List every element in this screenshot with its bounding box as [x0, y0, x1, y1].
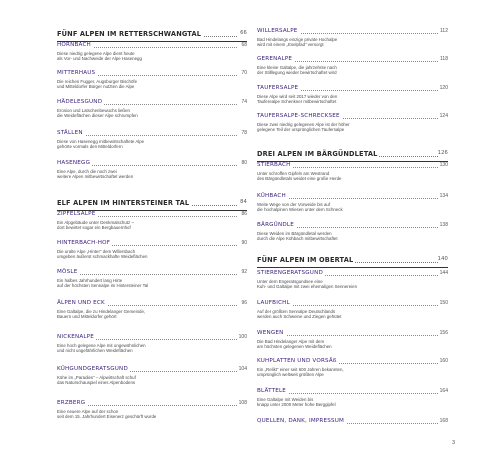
- toc-entry-description: Unter schroffen Gipfeln am Westrand: [257, 171, 330, 176]
- toc-entry-title: QUELLEN, DANK, IMPRESSUM: [257, 418, 345, 424]
- toc-entry-description: die hochalpinen Wiesen unter dem Schneck: [257, 207, 343, 213]
- toc-entry-description: weitere Alpen mitbewirtschaftet werden: [57, 174, 134, 180]
- toc-entry-header: [257, 270, 448, 279]
- toc-entry-header: [257, 358, 448, 367]
- toc-entry-page: 86: [241, 211, 247, 217]
- toc-entry-description: Eine Galtalpe mit Weiden bis: [257, 397, 314, 402]
- toc-entry-page: 144: [439, 270, 448, 276]
- toc-entry-header: [257, 222, 448, 231]
- section-heading: [257, 256, 448, 266]
- toc-entry-description: Diese Alpe wird seit 2017 wieder von den: [257, 94, 338, 99]
- toc-entry-header: [57, 42, 247, 51]
- toc-entry-title: TAUFERSALPE-SCHRECKSEE: [257, 113, 340, 119]
- toc-entry-description: gehörte vormals den Mitteldorfern: [57, 144, 123, 150]
- section-page-number: 140: [437, 256, 448, 262]
- toc-entry-title: WENGEN: [257, 330, 284, 336]
- toc-entry: [257, 56, 448, 76]
- toc-entry-description: Diese von Hasenegg mitbewirtschaftete Alpe: [57, 139, 145, 144]
- section-heading: [257, 150, 448, 160]
- toc-entry-description: Eine neuere Alpe auf der schon: [57, 409, 119, 414]
- toc-entry: [57, 269, 247, 289]
- toc-entry: [257, 270, 448, 290]
- toc-entry-description: dort bewirtet sogar ein Bergbauernhof: [57, 225, 131, 231]
- toc-entry-page: 70: [241, 70, 247, 76]
- toc-entry-page: 168: [439, 418, 448, 424]
- toc-entry-page: 118: [440, 56, 448, 62]
- toc-entry-header: [57, 99, 247, 108]
- toc-entry-title: STIERBACH: [257, 162, 291, 168]
- section-rule: [257, 267, 448, 268]
- toc-entry-title: GERENALPE: [257, 56, 293, 62]
- toc-entry: [257, 222, 448, 242]
- toc-entry: [57, 99, 247, 119]
- toc-entry-page: 108: [238, 400, 247, 406]
- section-page-number: 126: [437, 150, 448, 156]
- section-heading: [57, 199, 247, 209]
- toc-entry-header: [57, 240, 247, 249]
- toc-entry-page: 96: [241, 300, 247, 306]
- toc-entry: [57, 300, 247, 320]
- toc-entry-header: [257, 300, 448, 309]
- toc-entry-page: 90: [241, 240, 247, 246]
- toc-entry-page: 134: [439, 193, 448, 199]
- toc-entry: [57, 400, 247, 420]
- toc-entry-header: [257, 418, 448, 427]
- toc-entry-page: 100: [238, 334, 247, 340]
- toc-entry: [57, 160, 247, 180]
- toc-entry: [257, 113, 448, 133]
- toc-entry-page: 130: [439, 162, 448, 168]
- toc-entry: [257, 418, 448, 427]
- toc-entry-title: LAUFBICHL: [257, 300, 290, 306]
- toc-entry-page: 74: [241, 99, 247, 105]
- toc-entry-description: Eine Alpe, durch die noch zwei: [57, 169, 117, 174]
- section-title: ELF ALPEN IM HINTERSTEINER TAL: [57, 199, 190, 207]
- toc-entry-description: wird mit einem „Eselpfad“ versorgt: [257, 42, 324, 48]
- toc-entry-header: [257, 85, 448, 94]
- toc-entry-title: ERZBERG: [57, 400, 86, 406]
- section-page-number: 66: [240, 30, 247, 36]
- toc-entry-description: Die Bad Hindelanger Alpe mit dem: [257, 339, 325, 344]
- toc-entry-title: KÜHGUNDGERATSGUND: [57, 366, 128, 372]
- toc-entry: [257, 330, 448, 350]
- toc-entry-description: werden auch Schweine und Ziegen gehütet: [257, 314, 342, 320]
- toc-entry-title: KÜHBACH: [257, 193, 286, 199]
- toc-entry-description: Eine kleine Galtalpe, die jahrzehnte nach: [257, 65, 337, 70]
- toc-entry: [257, 85, 448, 105]
- toc-entry: [257, 388, 448, 408]
- toc-entry-header: [57, 400, 247, 409]
- toc-entry-description: Diese zwei niedrig gelegenen Alpe ist der höher: [257, 122, 350, 127]
- toc-entry: [257, 300, 448, 320]
- toc-entry-description: und Mitteldorfer Bürger nutzten die Alpe: [57, 84, 135, 90]
- toc-entry: [57, 366, 247, 386]
- toc-entry-description: umgeben äußerst schmackhafte Weideflächen: [57, 254, 148, 260]
- toc-entry: [57, 240, 247, 260]
- toc-entry-description: auf der höchsten Sennalpe im Hintersteiner Tal: [57, 283, 149, 289]
- toc-entry-title: NICKENALPE: [57, 334, 94, 340]
- toc-entry-description: Bauern und Mitteldorfer gehört: [57, 314, 117, 320]
- toc-entry-title: BLÄTTELE: [257, 388, 286, 394]
- toc-entry-description: das Naturschauspiel eines Alpenbodens: [57, 380, 136, 386]
- toc-entry-description: der Stilllegung wieder bewirtschaftet wird: [257, 70, 337, 76]
- toc-entry: [257, 193, 448, 213]
- toc-entry-page: 124: [439, 113, 448, 119]
- toc-entry-page: 78: [241, 130, 247, 136]
- toc-entry-header: [57, 366, 247, 375]
- toc-entry-header: [257, 162, 448, 171]
- section-title: FÜNF ALPEN IM RETTERSCHWANGTAL: [57, 30, 202, 38]
- toc-entry-description: Eine Galtalpe, die zu Hindelanger Gemeinde,: [57, 309, 146, 314]
- toc-entry-description: Erosion und Latschenbewuchs ließen: [57, 108, 130, 113]
- toc-entry-description: ursprünglich weltweit größten Alpe: [257, 372, 324, 378]
- toc-entry-header: [257, 330, 448, 339]
- toc-entry-description: knapp unter 2000 Meter hohe Berggipfel: [257, 402, 336, 408]
- toc-entry-header: [257, 388, 448, 397]
- toc-entry: [257, 358, 448, 378]
- toc-entry-header: [257, 28, 448, 37]
- toc-entry-description: Die reichen Fugger, Augsburger Bischöfe: [57, 79, 138, 84]
- toc-entry-description: durch die Alpe Kühbach mitbewirtschaftet: [257, 236, 338, 242]
- toc-entry-description: Kühe im „Paradies“ – Alpwirtschaft schuf: [57, 375, 136, 380]
- toc-entry-header: [257, 193, 448, 202]
- toc-entry: [257, 28, 448, 48]
- toc-entry-description: gelegene Teil der ursprünglichen Taufersalpe: [257, 127, 345, 133]
- toc-entry-title: HÄDELESGUND: [57, 99, 103, 105]
- toc-entry-title: STÄLLEN: [57, 130, 83, 136]
- toc-entry-title: MITTERHAUS: [57, 70, 96, 76]
- toc-entry-title: ÄLPEN UND ECK: [57, 300, 105, 306]
- toc-entry-title: HASENEGG: [57, 160, 91, 166]
- toc-entry-header: [57, 334, 247, 343]
- toc-entry: [57, 334, 247, 354]
- toc-entry-page: 160: [439, 358, 448, 364]
- toc-entry-page: 104: [238, 366, 247, 372]
- toc-entry-title: MÖSLE: [57, 269, 78, 275]
- section-title: DREI ALPEN IM BÄRGÜNDLETAL: [257, 150, 378, 158]
- toc-entry-description: Tauferealpe Schenkner mitbewirtschaftet: [257, 99, 337, 105]
- toc-entry-page: 156: [439, 330, 448, 336]
- section-page-number: 84: [240, 199, 247, 205]
- toc-entry-title: WILLERSALPE: [257, 28, 298, 34]
- leader-dots: [57, 274, 237, 275]
- toc-entry-header: [57, 211, 247, 220]
- toc-entry: [57, 130, 247, 150]
- toc-entry-title: BÄRGÜNDLE: [257, 222, 294, 228]
- toc-entry-title: KUHPLATTEN UND VORSÄß: [257, 358, 337, 364]
- toc-entry-description: seit dem 15. Jahrhundert Eisenerz geschürft wurde: [57, 414, 157, 420]
- toc-entry-page: 150: [439, 300, 448, 306]
- toc-entry-header: [57, 130, 247, 139]
- toc-entry-description: Weite Wege von der Vorweide bis auf: [257, 202, 331, 207]
- section-title: FÜNF ALPEN IM OBERTAL: [257, 256, 354, 264]
- toc-entry-description: Unter dem Engeratsgundsee eine: [257, 279, 323, 284]
- toc-entry-description: Diese Weiden im Bärgündletal werden: [257, 231, 332, 236]
- toc-entry-page: 80: [241, 160, 247, 166]
- toc-entry-header: [257, 56, 448, 65]
- section-heading: [57, 30, 247, 40]
- toc-entry-description: Auf der größten Sennalpe Deutschlands: [257, 309, 336, 314]
- toc-entry-description: Kuh- und Galtalpe mit zwei ehemaligen Sennereien: [257, 284, 358, 290]
- toc-entry-title: STIERENGERATSGUND: [257, 270, 323, 276]
- toc-entry-title: HORNBACH: [57, 42, 91, 48]
- toc-entry-description: Bad Hindelangs einzige private Hochalpe: [257, 37, 338, 42]
- toc-entry-title: TAUFERSALPE: [257, 85, 299, 91]
- toc-entry-page: 92: [241, 269, 247, 275]
- toc-entry-page: 112: [440, 28, 448, 34]
- toc-entry-header: [57, 70, 247, 79]
- toc-entry-description: Eine hoch gelegene Alpe mit ungewöhnlichen: [57, 343, 146, 348]
- toc-entry: [57, 70, 247, 90]
- toc-entry-header: [57, 269, 247, 278]
- toc-entry-description: am höchsten gelegenen Weideflächen: [257, 344, 332, 350]
- toc-entry-header: [257, 113, 448, 122]
- toc-entry-page: 68: [241, 42, 247, 48]
- toc-entry: [57, 42, 247, 62]
- page-number: 3: [452, 440, 456, 446]
- toc-entry-title: HINTERBACH-HOF: [57, 240, 111, 246]
- toc-entry-description: Die uralte Alpe „Hinter“ dem Willersbach: [57, 249, 136, 254]
- toc-entry: [257, 162, 448, 182]
- toc-entry-description: als Vor- und Nachweide der Alpe Hasenegg: [57, 56, 142, 62]
- toc-entry-header: [57, 160, 247, 169]
- toc-entry-page: 164: [439, 388, 448, 394]
- toc-entry-description: Ein „Relikt“ einer seit 600 Jahren bekannten,: [257, 367, 344, 372]
- toc-entry: [57, 211, 247, 231]
- toc-entry-description: Ein Alpgebäude unter Denkmalschutz –: [57, 220, 134, 225]
- toc-entry-page: 120: [439, 85, 448, 91]
- toc-entry-title: ZIPFELSALPE: [57, 211, 96, 217]
- toc-entry-description: Diese niedrig gelegene Alpe dient heute: [57, 51, 135, 56]
- toc-entry-description: des Bärgündletals weidet eine große Herde: [257, 176, 342, 182]
- toc-entry-description: Ein halbes Jahrhundert lang Hirte: [57, 278, 123, 283]
- toc-entry-description: und nicht ungefährlichen Weideflächen: [57, 348, 133, 354]
- toc-entry-header: [57, 300, 247, 309]
- toc-entry-description: die Weideflächen dieser Alpe schrumpfen: [57, 113, 138, 119]
- toc-entry-page: 138: [439, 222, 448, 228]
